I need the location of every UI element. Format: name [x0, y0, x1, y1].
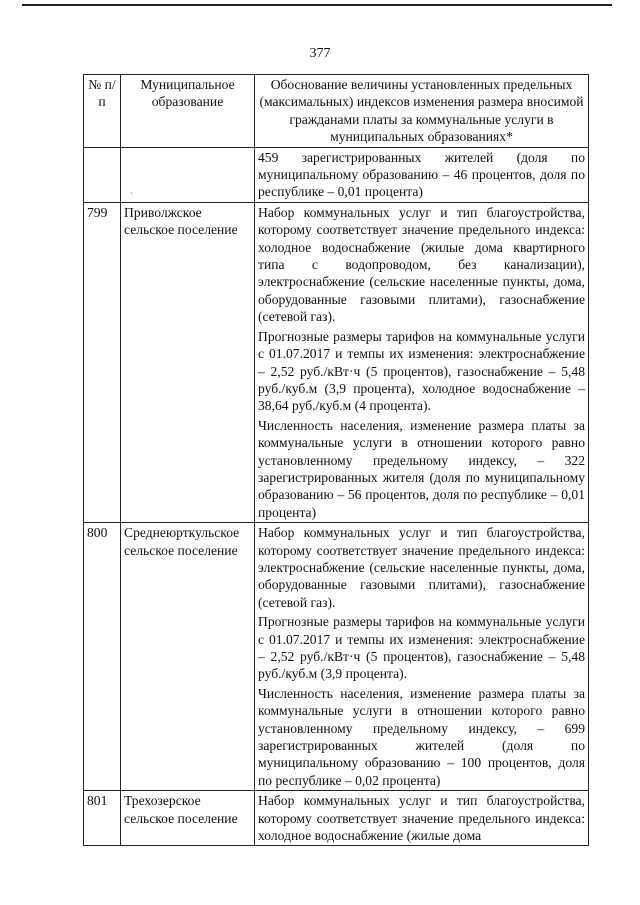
table-row-799: [84, 202, 589, 522]
justification-paragraph: Численность населения, изменение размера платы за коммунальные услуги в отношении которого равно установленному предельному индексу, – 322 зарегистрированных жителя (доля по муниципальному образованию – 56 процентов, доля по республике – 0,01 процента): [258, 417, 585, 520]
justification-paragraph: 459 зарегистрированных жителей (доля по муниципальному образованию – 46 процентов, доля по республике – 0,01 процента): [258, 149, 585, 200]
row-municipality: Трехозерское сельское поселение: [121, 791, 255, 846]
row-number: 801: [84, 791, 121, 846]
justification-paragraph: Численность населения, изменение размера платы за коммунальные услуги в отношении которого равно установленному предельному индексу, – 699 зарегистрированных жителей (доля по муниципальному образованию – 100 процентов, доля по республике – 0,02 процента): [258, 685, 585, 788]
row-justification: [255, 147, 589, 202]
row-municipality: [121, 147, 255, 202]
page-number: 377: [309, 46, 331, 61]
justification-paragraph: Прогнозные размеры тарифов на коммунальные услуги с 01.07.2017 и темпы их изменения: электроснабжение – 2,52 руб./кВт·ч (5 процентов), газоснабжение – 5,48 руб./куб.м (3,9 процента), холодное водоснабжение – 38,64 руб./куб.м (4 процента).: [258, 328, 585, 414]
justification-paragraph: Прогнозные размеры тарифов на коммунальные услуги с 01.07.2017 и темпы их изменения: электроснабжение – 2,52 руб./кВт·ч (5 процентов), газоснабжение – 5,48 руб./куб.м (3,9 процента).: [258, 614, 585, 682]
tariff-table: [83, 74, 589, 846]
justification-paragraph: Набор коммунальных услуг и тип благоустройства, которому соответствует значение предельного индекса: холодное водоснабжение (жилые дома: [258, 793, 585, 844]
top-rule: [22, 4, 612, 6]
header-municipality: Муниципальное образование: [121, 75, 255, 148]
stray-mark: ˎ: [130, 184, 133, 194]
table-row-continued: [84, 147, 589, 202]
header-number: № п/п: [84, 75, 121, 148]
header-justification: Обоснование величины установленных предельных (максимальных) индексов изменения размера вносимой гражданами платы за коммунальные услуги в муниципальных образованиях*: [255, 75, 589, 148]
justification-paragraph: Набор коммунальных услуг и тип благоустройства, которому соответствует значение предельного индекса: электроснабжение (сельские населенные пункты, дома, оборудованные газовыми плитами), газоснабжение (сетевой газ).: [258, 525, 585, 610]
row-justification: [255, 202, 589, 522]
row-municipality: Среднеюрткульское сельское поселение: [121, 523, 255, 791]
header-row: [84, 75, 589, 148]
row-number: 800: [84, 523, 121, 791]
table-row-801: [84, 791, 589, 846]
row-justification: [255, 523, 589, 791]
table-row-800: [84, 523, 589, 791]
row-number: 799: [84, 202, 121, 522]
row-justification: [255, 791, 589, 846]
justification-paragraph: Набор коммунальных услуг и тип благоустройства, которому соответствует значение предельного индекса: холодное водоснабжение (жилые дома квартирного типа с водопроводом, без канализации), электроснабжение (сельские населенные пункты, дома, оборудованные газовыми плитами), газоснабжение (сетевой газ).: [258, 204, 585, 325]
row-municipality: Приволжское сельское поселение: [121, 202, 255, 522]
row-number: [84, 147, 121, 202]
